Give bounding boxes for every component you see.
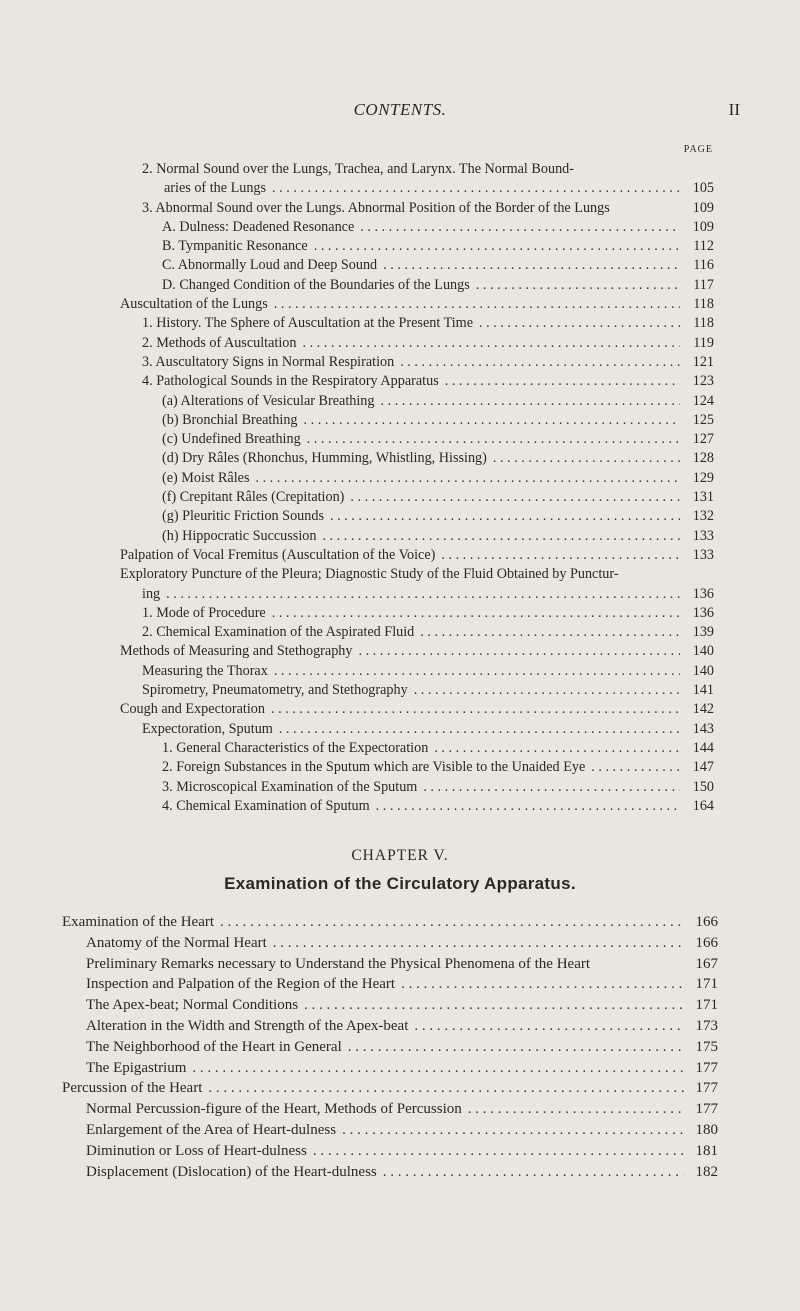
dot-leader [192, 1058, 684, 1079]
toc-entry-text: 1. General Characteristics of the Expectoration [162, 739, 429, 756]
toc-entry-page: 133 [692, 546, 714, 563]
page-number: II [728, 100, 740, 119]
toc-entry [0, 797, 714, 816]
toc-entry-page: 147 [692, 759, 714, 776]
toc-entry-page: 121 [692, 353, 714, 370]
toc-entry-page: 166 [695, 934, 718, 951]
toc-entry-text: Displacement (Dislocation) of the Heart-dulness [86, 1163, 377, 1180]
dot-leader [304, 995, 684, 1016]
toc-entry [0, 623, 714, 642]
dot-leader [414, 1016, 684, 1037]
toc-entry [0, 160, 714, 199]
toc-entry-page: 180 [695, 1121, 718, 1138]
toc-entry-text: (a) Alterations of Vesicular Breathing [162, 392, 375, 409]
dot-leader [272, 604, 680, 623]
toc-entry [0, 430, 714, 449]
toc-entry-page: 142 [692, 701, 714, 718]
dot-leader [302, 334, 680, 353]
dot-leader [304, 411, 680, 430]
toc-entry-text: (h) Hippocratic Succussion [162, 527, 317, 544]
toc-entry-text: D. Changed Condition of the Boundaries of the Lungs [162, 276, 470, 293]
toc-entry-page: 123 [692, 373, 714, 390]
toc-entry-text: 4. Pathological Sounds in the Respiratory Apparatus [142, 373, 439, 390]
dot-leader [476, 276, 680, 295]
toc-entry-text: 2. Chemical Examination of the Aspirated Fluid [142, 624, 415, 641]
toc-entry-text: C. Abnormally Loud and Deep Sound [162, 257, 378, 274]
toc-entry [0, 392, 714, 411]
toc-entry-text: Enlargement of the Area of Heart-dulness [86, 1121, 337, 1138]
toc-entry-page: 164 [692, 797, 714, 814]
toc-entry-text: The Neighborhood of the Heart in General [86, 1038, 342, 1055]
toc-entry-page: 133 [692, 527, 714, 544]
toc-entry-page: 150 [692, 778, 714, 795]
toc-entry-text: 2. Foreign Substances in the Sputum which are Visible to the Unaided Eye [162, 759, 586, 776]
toc-entry [0, 758, 714, 777]
dot-leader [468, 1099, 684, 1120]
dot-leader [255, 469, 680, 488]
toc-entry-text: (e) Moist Râles [162, 469, 250, 486]
toc-entry-text: 3. Abnormal Sound over the Lungs. Abnormal Position of the Border of the Lungs [142, 199, 610, 216]
dot-leader [358, 642, 680, 661]
toc-entry-page: 139 [692, 624, 714, 641]
toc-entry-text: 1. History. The Sphere of Auscultation at the Present Time [142, 315, 474, 332]
dot-leader [401, 974, 684, 995]
toc-entry [0, 933, 718, 954]
toc-entry [0, 199, 714, 218]
toc-entry [0, 1099, 718, 1120]
toc-entry-text: Examination of the Heart [62, 914, 215, 930]
toc-entry-page: 136 [692, 585, 714, 602]
toc-entry-page: 112 [693, 238, 714, 255]
toc-entry-text: Anatomy of the Normal Heart [86, 934, 267, 951]
toc-entry-page: 143 [692, 720, 714, 737]
running-title: CONTENTS. [353, 100, 447, 119]
toc-entry-page: 117 [693, 276, 714, 293]
toc-entry [0, 314, 714, 333]
toc-entry [0, 642, 714, 661]
dot-leader [330, 507, 680, 526]
toc-entry-page: 140 [692, 662, 714, 679]
toc-entry [0, 527, 714, 546]
toc-entry [0, 1141, 718, 1162]
toc-entry [0, 449, 714, 468]
toc-entry [0, 974, 718, 995]
toc-entry [0, 912, 718, 933]
toc-entry [0, 353, 714, 372]
toc-entry-text: (d) Dry Râles (Rhonchus, Humming, Whistling, Hissing) [162, 450, 487, 467]
dot-leader [381, 392, 681, 411]
dot-leader [400, 353, 680, 372]
toc-entry-text: The Epigastrium [86, 1059, 187, 1076]
toc-entry [0, 256, 714, 275]
toc-entry-page: 166 [695, 914, 718, 930]
toc-entry-page: 181 [695, 1142, 718, 1159]
toc-entry [0, 681, 714, 700]
toc-entry-continuation: aries of the Lungs [164, 180, 267, 197]
toc-entry-page: 127 [692, 431, 714, 448]
toc-entry [0, 720, 714, 739]
toc-entry-page: 105 [692, 180, 714, 197]
toc-entry-text: 4. Chemical Examination of Sputum [162, 797, 370, 814]
toc-entry-text: Spirometry, Pneumatometry, and Stethography [142, 682, 408, 699]
toc-entry-text: Preliminary Remarks necessary to Understand the Physical Phenomena of the Heart [86, 955, 591, 972]
toc-entry-page: 124 [692, 392, 714, 409]
dot-leader [208, 1078, 684, 1099]
dot-leader [272, 179, 680, 198]
toc-entry [0, 1078, 718, 1099]
dot-leader [360, 218, 680, 237]
toc-entry-text: Expectoration, Sputum [142, 720, 273, 737]
toc-entry [0, 507, 714, 526]
toc-entry-page: 177 [695, 1059, 718, 1076]
toc-entry-text: 3. Microscopical Examination of the Sputum [162, 778, 418, 795]
dot-leader [434, 739, 680, 758]
toc-entry [0, 1037, 718, 1058]
toc-entry-text: Cough and Expectoration [120, 701, 265, 718]
toc-entry-text: Auscultation of the Lungs [120, 296, 268, 313]
toc-entry-text: The Apex-beat; Normal Conditions [86, 997, 299, 1014]
dot-leader [314, 237, 680, 256]
toc-entry-page: 136 [692, 604, 714, 621]
toc-entry-text: 3. Auscultatory Signs in Normal Respiration [142, 353, 395, 370]
toc-entry [0, 739, 714, 758]
toc-entry-continuation: ing [142, 585, 161, 602]
dot-leader [423, 778, 680, 797]
dot-leader [166, 585, 680, 604]
toc-entry-text: Exploratory Puncture of the Pleura; Diagnostic Study of the Fluid Obtained by Punctur- [120, 566, 619, 583]
contents-list [0, 160, 800, 816]
dot-leader [376, 797, 680, 816]
toc-entry [0, 411, 714, 430]
toc-entry-text: Alteration in the Width and Strength of the Apex-beat [86, 1017, 409, 1034]
toc-entry [0, 1058, 718, 1079]
toc-entry-page: 175 [695, 1038, 718, 1055]
dot-leader [274, 662, 680, 681]
toc-entry-text: 1. Mode of Procedure [142, 604, 266, 621]
toc-entry [0, 778, 714, 797]
toc-entry [0, 1162, 718, 1183]
toc-entry-page: 177 [695, 1101, 718, 1118]
running-head [60, 100, 740, 124]
toc-entry [0, 372, 714, 391]
dot-leader [220, 912, 684, 933]
toc-entry-page: 140 [692, 643, 714, 660]
toc-entry [0, 604, 714, 623]
toc-entry [0, 700, 714, 719]
dot-leader [420, 623, 680, 642]
toc-entry-page: 125 [692, 411, 714, 428]
dot-leader [274, 295, 680, 314]
toc-entry [0, 334, 714, 353]
dot-leader [342, 1120, 684, 1141]
toc-entry [0, 237, 714, 256]
toc-entry-page: 109 [692, 199, 714, 216]
toc-entry [0, 469, 714, 488]
chapter-label: CHAPTER V. [351, 847, 449, 864]
toc-entry-page: 118 [693, 296, 714, 313]
toc-entry [0, 218, 714, 237]
dot-leader [348, 1037, 684, 1058]
dot-leader [493, 449, 680, 468]
toc-entry-text: Percussion of the Heart [62, 1080, 203, 1097]
dot-leader [383, 256, 680, 275]
toc-entry-page: 131 [692, 489, 714, 506]
toc-entry-text: Methods of Measuring and Stethography [120, 643, 353, 660]
toc-entry [0, 662, 714, 681]
toc-entry-page: 171 [695, 997, 718, 1014]
toc-entry-page: 116 [693, 257, 714, 274]
toc-entry-page: 128 [692, 450, 714, 467]
dot-leader [271, 700, 680, 719]
toc-entry [0, 546, 714, 565]
toc-entry-page: 177 [695, 1080, 718, 1097]
toc-entry [0, 995, 718, 1016]
dot-leader [273, 933, 684, 954]
toc-entry-page: 118 [693, 315, 714, 332]
toc-entry-page: 182 [695, 1163, 718, 1180]
toc-entry-page: 132 [692, 508, 714, 525]
dot-leader [279, 720, 680, 739]
toc-entry-text: 2. Methods of Auscultation [142, 334, 297, 351]
toc-entry [0, 276, 714, 295]
toc-entry-text: 2. Normal Sound over the Lungs, Trachea, and Larynx. The Normal Bound- [142, 161, 574, 177]
dot-leader [322, 527, 680, 546]
page-column-label: PAGE [683, 144, 713, 155]
toc-entry-text: B. Tympanitic Resonance [162, 238, 308, 255]
dot-leader [313, 1141, 684, 1162]
dot-leader [383, 1162, 684, 1183]
chapter-title: Examination of the Circulatory Apparatus. [224, 874, 576, 893]
toc-entry-text: Diminution or Loss of Heart-dulness [86, 1142, 307, 1159]
toc-entry-page: 171 [695, 976, 718, 993]
toc-entry-text: Measuring the Thorax [142, 662, 268, 679]
toc-entry-text: A. Dulness: Deadened Resonance [162, 218, 355, 235]
toc-entry-page: 129 [692, 469, 714, 486]
dot-leader [441, 546, 680, 565]
toc-entry [0, 954, 718, 975]
toc-entry-text: (g) Pleuritic Friction Sounds [162, 508, 324, 525]
dot-leader [591, 758, 680, 777]
dot-leader [414, 681, 680, 700]
dot-leader [479, 314, 680, 333]
toc-entry-page: 109 [692, 218, 714, 235]
toc-entry-text: (b) Bronchial Breathing [162, 411, 298, 428]
toc-entry-text: Inspection and Palpation of the Region of the Heart [86, 976, 396, 993]
toc-entry-page: 119 [693, 334, 714, 351]
toc-entry-page: 144 [692, 739, 714, 756]
toc-entry-text: (c) Undefined Breathing [162, 431, 301, 448]
dot-leader [350, 488, 680, 507]
toc-entry-page: 167 [695, 955, 718, 972]
toc-entry [0, 488, 714, 507]
toc-entry-page: 173 [695, 1017, 718, 1034]
toc-entry-text: Normal Percussion-figure of the Heart, Methods of Percussion [86, 1101, 462, 1118]
chapter-contents-list [0, 912, 800, 1182]
toc-entry [0, 565, 714, 604]
toc-entry-text: (f) Crepitant Râles (Crepitation) [162, 489, 345, 506]
toc-entry-text: Palpation of Vocal Fremitus (Auscultation of the Voice) [120, 546, 436, 563]
dot-leader [445, 372, 680, 391]
toc-entry [0, 1016, 718, 1037]
toc-entry [0, 295, 714, 314]
toc-entry-page: 141 [692, 682, 714, 699]
dot-leader [307, 430, 680, 449]
toc-entry [0, 1120, 718, 1141]
